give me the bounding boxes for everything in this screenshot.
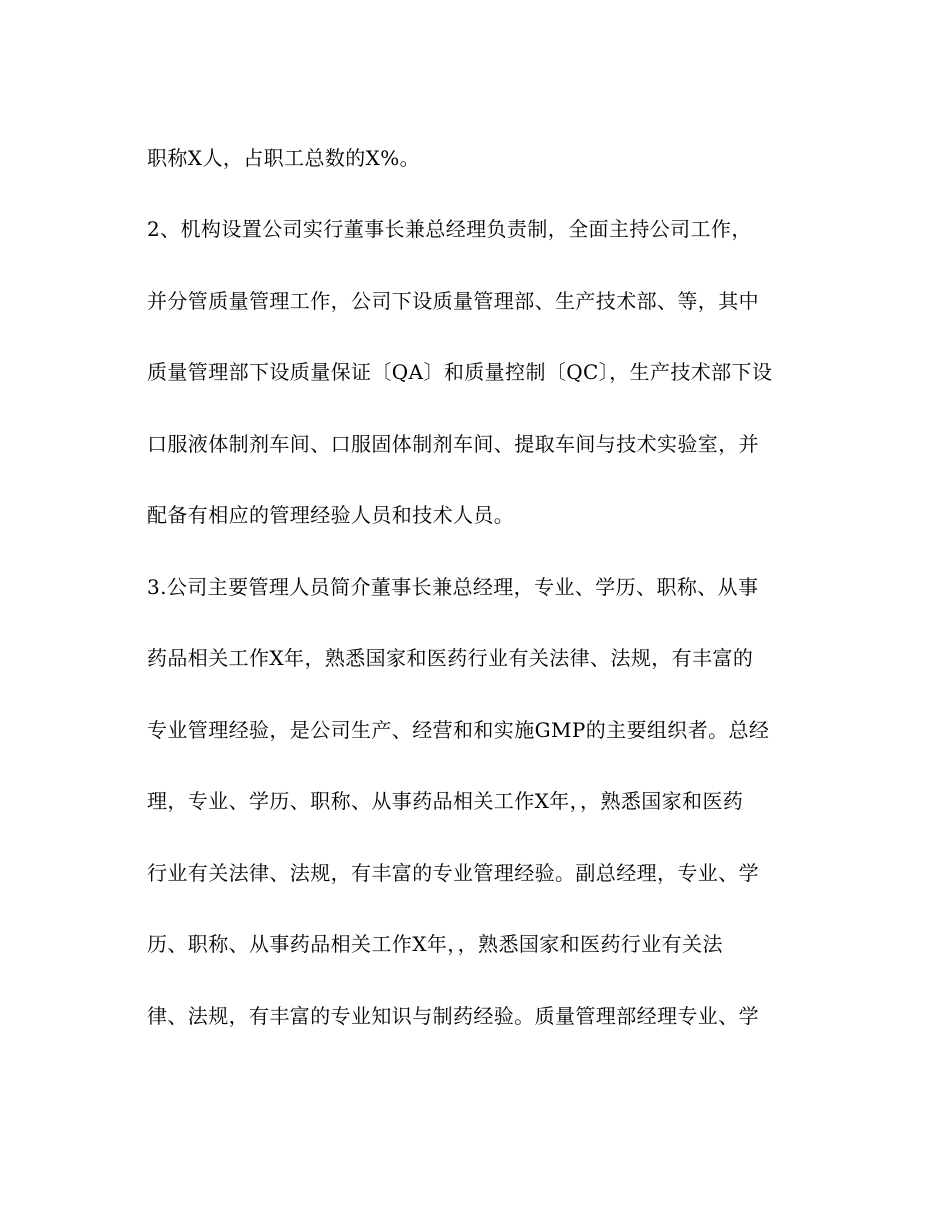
- text-line-6: 配备有相应的管理经验人员和技术人员。: [147, 503, 515, 527]
- text-line-10: 理，专业、学历、职称、从事药品相关工作X年，，熟悉国家和医药: [147, 789, 744, 813]
- text-line-1: 职称X人，占职工总数的X%。: [147, 146, 421, 170]
- text-line-9: 专业管理经验，是公司生产、经营和和实施GMP的主要组织者。总经: [147, 718, 770, 742]
- text-line-2: 2、机构设置公司实行董事长兼总经理负责制，全面主持公司工作，: [147, 217, 752, 241]
- text-line-4: 质量管理部下设质量保证〔QA〕和质量控制〔QC〕，生产技术部下设: [147, 360, 773, 384]
- text-line-13: 律、法规，有丰富的专业知识与制药经验。质量管理部经理专业、学: [147, 1004, 759, 1028]
- text-line-11: 行业有关法律、法规，有丰富的专业管理经验。副总经理，专业、学: [147, 861, 759, 885]
- text-line-7: 3.公司主要管理人员简介董事长兼总经理，专业、学历、职称、从事: [147, 575, 759, 599]
- text-line-3: 并分管质量管理工作，公司下设质量管理部、生产技术部、等，其中: [147, 289, 759, 313]
- text-line-8: 药品相关工作X年，熟悉国家和医药行业有关法律、法规，有丰富的: [147, 646, 754, 670]
- text-line-12: 历、职称、从事药品相关工作X年，，熟悉国家和医药行业有关法: [147, 932, 723, 956]
- text-line-5: 口服液体制剂车间、口服固体制剂车间、提取车间与技术实验室，并: [147, 432, 759, 456]
